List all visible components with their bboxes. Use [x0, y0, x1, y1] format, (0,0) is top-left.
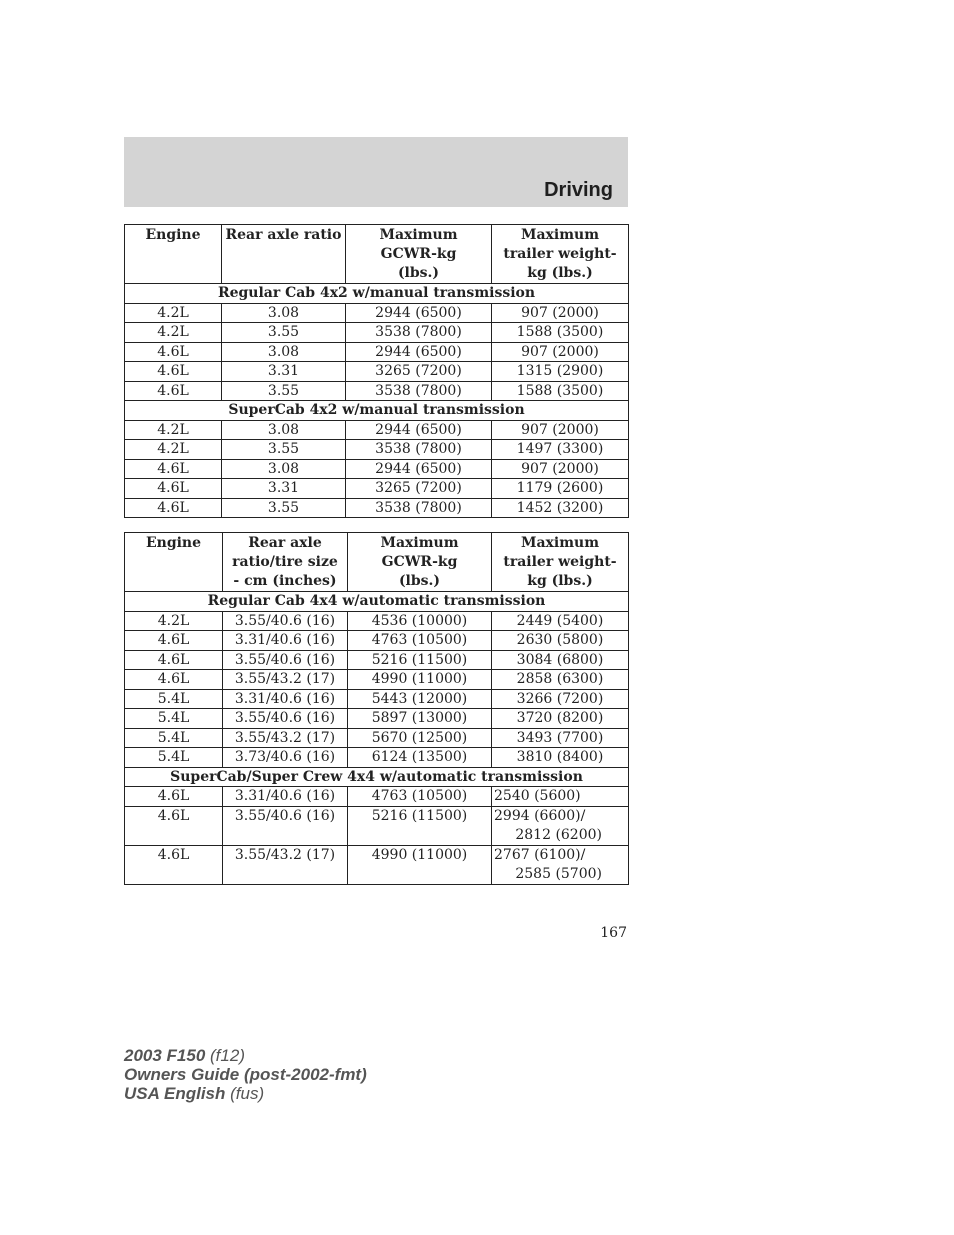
engine-cell: 4.6L — [125, 650, 223, 670]
axle-cell: 3.55/43.2 (17) — [223, 728, 348, 748]
page-number: 167 — [600, 925, 627, 941]
gcwr-cell: 5897 (13000) — [348, 709, 492, 729]
trailer-cell: 2449 (5400) — [492, 611, 629, 631]
axle-cell: 3.55/40.6 (16) — [223, 650, 348, 670]
trailer-value-line: 2994 (6600)/ — [494, 807, 586, 824]
engine-cell: 4.6L — [125, 362, 222, 382]
column-header-trailer-weight: Maximum trailer weight-kg (lbs.) — [492, 533, 629, 592]
trailer-cell: 907 (2000) — [492, 459, 629, 479]
footer-language: USA English — [124, 1084, 226, 1103]
gcwr-cell: 6124 (13500) — [348, 748, 492, 768]
footer-model: 2003 F150 — [124, 1046, 206, 1065]
table-row — [125, 631, 629, 651]
trailer-cell: 907 (2000) — [492, 420, 629, 440]
engine-cell: 5.4L — [125, 689, 223, 709]
axle-cell: 3.55/43.2 (17) — [223, 670, 348, 690]
axle-cell: 3.55/40.6 (16) — [223, 709, 348, 729]
trailer-cell: 3493 (7700) — [492, 728, 629, 748]
axle-cell: 3.31 — [222, 479, 346, 499]
engine-cell: 5.4L — [125, 748, 223, 768]
trailer-cell: 2858 (6300) — [492, 670, 629, 690]
gcwr-cell: 2944 (6500) — [346, 459, 492, 479]
engine-cell: 4.6L — [125, 845, 223, 884]
axle-cell: 3.31 — [222, 362, 346, 382]
table-row — [125, 845, 629, 884]
column-header-gcwr: Maximum GCWR-kg (lbs.) — [346, 225, 492, 284]
footer-line-language — [124, 1084, 367, 1103]
engine-cell: 4.6L — [125, 381, 222, 401]
engine-cell: 4.2L — [125, 440, 222, 460]
table-row — [125, 420, 629, 440]
axle-cell: 3.55/40.6 (16) — [223, 611, 348, 631]
footer-guide: Owners Guide (post-2002-fmt) — [124, 1065, 367, 1084]
engine-cell: 4.2L — [125, 303, 222, 323]
engine-cell: 5.4L — [125, 728, 223, 748]
trailer-cell: 1588 (3500) — [492, 381, 629, 401]
trailer-cell: 2540 (5600) — [492, 787, 629, 807]
gcwr-cell: 2944 (6500) — [346, 342, 492, 362]
engine-cell: 4.6L — [125, 806, 223, 845]
trailer-cell: 1315 (2900) — [492, 362, 629, 382]
gcwr-cell: 5216 (11500) — [348, 650, 492, 670]
table-row — [125, 650, 629, 670]
trailer-cell: 3266 (7200) — [492, 689, 629, 709]
table-row — [125, 342, 629, 362]
gcwr-cell: 5216 (11500) — [348, 806, 492, 845]
trailer-cell: 1588 (3500) — [492, 323, 629, 343]
table-row — [125, 440, 629, 460]
gcwr-cell: 4990 (11000) — [348, 670, 492, 690]
table-row — [125, 787, 629, 807]
axle-cell: 3.55/43.2 (17) — [223, 845, 348, 884]
axle-cell: 3.08 — [222, 342, 346, 362]
engine-cell: 4.6L — [125, 459, 222, 479]
engine-cell: 4.6L — [125, 342, 222, 362]
gcwr-cell: 4763 (10500) — [348, 787, 492, 807]
trailer-value-line: 2812 (6200) — [515, 826, 602, 843]
axle-cell: 3.08 — [222, 459, 346, 479]
gcwr-cell: 2944 (6500) — [346, 303, 492, 323]
trailer-cell: 907 (2000) — [492, 303, 629, 323]
footer-language-code: (fus) — [225, 1084, 265, 1103]
trailer-cell: 1497 (3300) — [492, 440, 629, 460]
section-row — [125, 284, 629, 304]
table-row — [125, 323, 629, 343]
engine-cell: 4.6L — [125, 479, 222, 499]
table-row — [125, 806, 629, 845]
gcwr-cell: 3265 (7200) — [346, 362, 492, 382]
table-row — [125, 611, 629, 631]
axle-cell: 3.31/40.6 (16) — [223, 787, 348, 807]
column-header-engine: Engine — [125, 533, 223, 592]
section-title-supercab-4x2: SuperCab 4x2 w/manual transmission — [125, 401, 629, 421]
engine-cell: 4.6L — [125, 498, 222, 518]
engine-cell: 4.6L — [125, 670, 223, 690]
trailer-cell: 1179 (2600) — [492, 479, 629, 499]
gcwr-cell: 3265 (7200) — [346, 479, 492, 499]
axle-cell: 3.73/40.6 (16) — [223, 748, 348, 768]
section-title: Driving — [544, 179, 613, 201]
column-header-axle-ratio: Rear axle ratio — [222, 225, 346, 284]
engine-cell: 4.6L — [125, 631, 223, 651]
towing-table-4x2 — [124, 224, 629, 518]
gcwr-cell: 3538 (7800) — [346, 381, 492, 401]
axle-cell: 3.31/40.6 (16) — [223, 631, 348, 651]
table-row — [125, 381, 629, 401]
trailer-cell — [492, 806, 629, 845]
gcwr-cell: 4990 (11000) — [348, 845, 492, 884]
trailer-cell: 3084 (6800) — [492, 650, 629, 670]
column-header-engine: Engine — [125, 225, 222, 284]
gcwr-cell: 4536 (10000) — [348, 611, 492, 631]
section-header-band — [124, 137, 628, 207]
axle-cell: 3.08 — [222, 420, 346, 440]
document-footer — [124, 1046, 367, 1103]
trailer-cell: 2630 (5800) — [492, 631, 629, 651]
column-header-gcwr: Maximum GCWR-kg (lbs.) — [348, 533, 492, 592]
trailer-cell: 3720 (8200) — [492, 709, 629, 729]
engine-cell: 4.2L — [125, 323, 222, 343]
table-row — [125, 689, 629, 709]
table-row — [125, 709, 629, 729]
gcwr-cell: 3538 (7800) — [346, 498, 492, 518]
section-title-supercab-supercrew-4x4: SuperCab/Super Crew 4x4 w/automatic transmission — [125, 767, 629, 787]
axle-cell: 3.55 — [222, 440, 346, 460]
gcwr-cell: 5670 (12500) — [348, 728, 492, 748]
axle-cell: 3.55 — [222, 381, 346, 401]
axle-cell: 3.55 — [222, 323, 346, 343]
engine-cell: 4.6L — [125, 787, 223, 807]
trailer-cell — [492, 845, 629, 884]
axle-cell: 3.55 — [222, 498, 346, 518]
gcwr-cell: 5443 (12000) — [348, 689, 492, 709]
section-title-regular-cab-4x4: Regular Cab 4x4 w/automatic transmission — [125, 592, 629, 612]
section-row — [125, 401, 629, 421]
section-title-regular-cab-4x2: Regular Cab 4x2 w/manual transmission — [125, 284, 629, 304]
table-row — [125, 479, 629, 499]
table-row — [125, 459, 629, 479]
table-row — [125, 498, 629, 518]
column-header-axle-ratio-tire-size: Rear axle ratio/tire size - cm (inches) — [223, 533, 348, 592]
gcwr-cell: 3538 (7800) — [346, 323, 492, 343]
axle-cell: 3.08 — [222, 303, 346, 323]
gcwr-cell: 3538 (7800) — [346, 440, 492, 460]
table-header-row — [125, 225, 629, 284]
engine-cell: 4.2L — [125, 611, 223, 631]
trailer-cell: 3810 (8400) — [492, 748, 629, 768]
section-row — [125, 767, 629, 787]
footer-line-model — [124, 1046, 367, 1065]
axle-cell: 3.31/40.6 (16) — [223, 689, 348, 709]
trailer-cell: 907 (2000) — [492, 342, 629, 362]
axle-cell: 3.55/40.6 (16) — [223, 806, 348, 845]
engine-cell: 4.2L — [125, 420, 222, 440]
footer-model-code: (f12) — [205, 1046, 245, 1065]
gcwr-cell: 4763 (10500) — [348, 631, 492, 651]
table-row — [125, 303, 629, 323]
table-row — [125, 748, 629, 768]
section-row — [125, 592, 629, 612]
engine-cell: 5.4L — [125, 709, 223, 729]
trailer-value-line: 2767 (6100)/ — [494, 846, 586, 863]
trailer-value-line: 2585 (5700) — [515, 865, 602, 882]
table-row — [125, 670, 629, 690]
table-row — [125, 362, 629, 382]
table-header-row — [125, 533, 629, 592]
column-header-trailer-weight: Maximum trailer weight-kg (lbs.) — [492, 225, 629, 284]
gcwr-cell: 2944 (6500) — [346, 420, 492, 440]
table-row — [125, 728, 629, 748]
trailer-cell: 1452 (3200) — [492, 498, 629, 518]
towing-table-4x4 — [124, 532, 629, 885]
